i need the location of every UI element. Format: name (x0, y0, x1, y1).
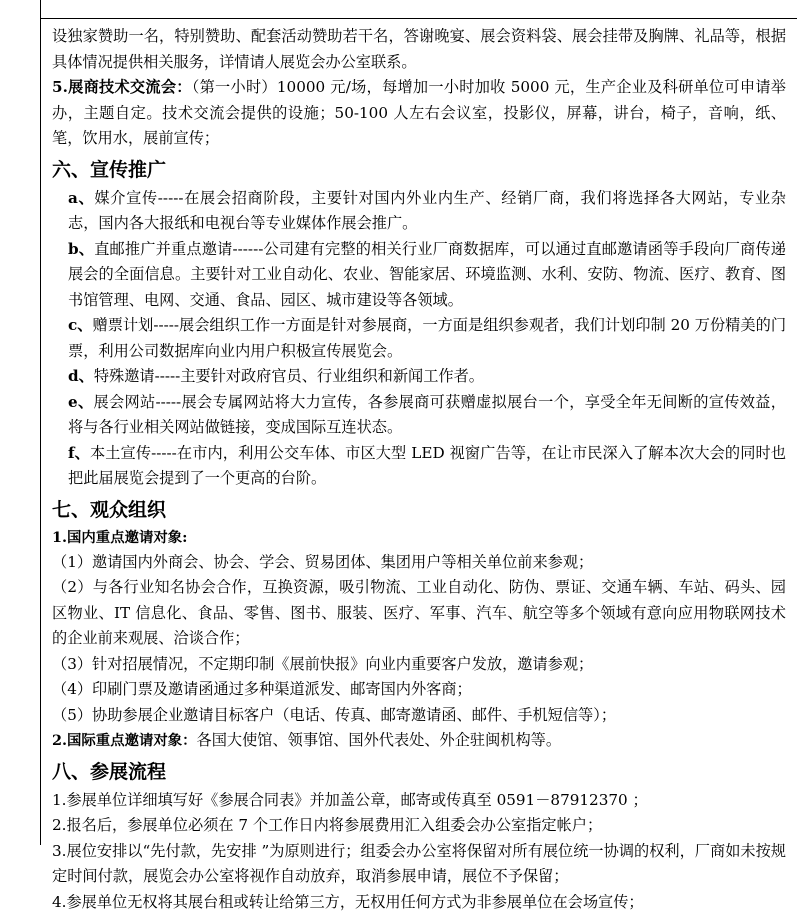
page-border-top (40, 18, 797, 19)
list-item-invite-2: （2）与各行业知名协会合作，互换资源，吸引物流、工业自动化、防伪、票证、交通车辆、车站、码头、园区物业、IT 信息化、食品、零售、图书、服装、医疗、军事、汽车、航空等多个领域有意向应用物联网技术的企业前来观展、洽谈合作； (52, 575, 786, 652)
paragraph-item5-lead: 5.展商技术交流会： (52, 78, 192, 96)
paragraph-international-invitees-text: 各国大使馆、领事馆、国外代表处、外企驻闽机构等。 (197, 731, 562, 749)
paragraph-item5-text: （第一小时）10000 元/场，每增加一小时加收 5000 元，生产企业及科研单位可申请举办，主题自定。技术交流会提供的设施；50-100 人左右会议室，投影仪，屏幕，讲台，椅子，音响，纸、笔，饮用水，展前宣传； (52, 78, 786, 147)
list-item-flow-2: 2.报名后，参展单位必须在 7 个工作日内将参展费用汇入组委会办公室指定帐户； (52, 813, 786, 839)
paragraph-promo-e (52, 390, 786, 441)
paragraph-promo-e-text: 展会网站-----展会专属网站将大力宣传，各参展商可获赠虚拟展台一个，享受全年无间断的宣传效益，将与各行业相关网站做链接，变成国际互连状态。 (68, 393, 786, 437)
paragraph-promo-a-text: 媒介宣传-----在展会招商阶段，主要针对国内外业内生产、经销厂商，我们将选择各大网站，专业杂志，国内各大报纸和电视台等专业媒体作展会推广。 (68, 189, 786, 233)
paragraph-promo-f-text: 本土宣传-----在市内，利用公交车体、市区大型 LED 视窗广告等，在让市民深入了解本次大会的同时也把此届展览会提到了一个更高的台阶。 (68, 444, 786, 488)
paragraph-promo-a-lead: a、 (68, 189, 94, 207)
paragraph-promo-c-text: 赠票计划-----展会组织工作一方面是针对参展商，一方面是组织参观者，我们计划印制 20 万份精美的门票，利用公司数据库向业内用户积极宣传展览会。 (68, 316, 786, 360)
document-body (52, 24, 786, 915)
paragraph-sponsor-continued: 设独家赞助一名，特别赞助、配套活动赞助若干名，答谢晚宴、展会资料袋、展会挂带及胸牌、礼品等，根据具体情况提供相关服务，详情请人展览会办公室联系。 (52, 24, 786, 75)
paragraph-promo-f-lead: f、 (68, 444, 90, 462)
paragraph-promo-b-lead: b、 (68, 240, 94, 258)
heading-section-six: 六、宣传推广 (52, 155, 786, 185)
paragraph-promo-b-text: 直邮推广并重点邀请------公司建有完整的相关行业厂商数据库，可以通过直邮邀请函等手段向厂商传递展会的全面信息。主要针对工业自动化、农业、智能家居、环境监测、水利、安防、物流、医疗、教育、图书馆管理、电网、交通、食品、园区、城市建设等各领域。 (68, 240, 786, 309)
list-item-flow-1: 1.参展单位详细填写好《参展合同表》并加盖公章，邮寄或传真至 0591－87912370 ； (52, 788, 786, 814)
list-item-flow-4: 4.参展单位无权将其展台租或转让给第三方，无权用任何方式为非参展单位在会场宣传； (52, 890, 786, 915)
list-item-flow-3: 3.展位安排以“先付款，先安排 ”为原则进行；组委会办公室将保留对所有展位统一协调的权利，厂商如未按规定时间付款，展览会办公室将视作自动放弃，取消参展申请，展位不予保留； (52, 839, 786, 890)
paragraph-promo-b (52, 237, 786, 314)
paragraph-promo-d-lead: d、 (68, 367, 94, 385)
subheading-domestic-invitees: 1.国内重点邀请对象: (52, 526, 786, 550)
paragraph-promo-c-lead: c、 (68, 316, 92, 334)
heading-section-eight: 八、参展流程 (52, 757, 786, 787)
paragraph-promo-d (52, 364, 786, 390)
heading-section-seven: 七、观众组织 (52, 495, 786, 525)
paragraph-promo-e-lead: e、 (68, 393, 94, 411)
list-item-invite-3: （3）针对招展情况，不定期印制《展前快报》向业内重要客户发放，邀请参观； (52, 652, 786, 678)
paragraph-promo-f (52, 441, 786, 492)
list-item-invite-4: （4）印刷门票及邀请函通过多种渠道派发、邮寄国内外客商； (52, 677, 786, 703)
paragraph-international-invitees (52, 728, 786, 754)
list-item-invite-1: （1）邀请国内外商会、协会、学会、贸易团体、集团用户等相关单位前来参观； (52, 550, 786, 576)
page-border-left (40, 0, 41, 845)
list-item-invite-5: （5）协助参展企业邀请目标客户（电话、传真、邮寄邀请函、邮件、手机短信等）； (52, 703, 786, 729)
paragraph-promo-c (52, 313, 786, 364)
paragraph-promo-a (52, 186, 786, 237)
paragraph-item5 (52, 75, 786, 152)
paragraph-international-invitees-lead: 2.国际重点邀请对象： (52, 732, 197, 749)
paragraph-promo-d-text: 特殊邀请-----主要针对政府官员、行业组织和新闻工作者。 (94, 367, 484, 385)
